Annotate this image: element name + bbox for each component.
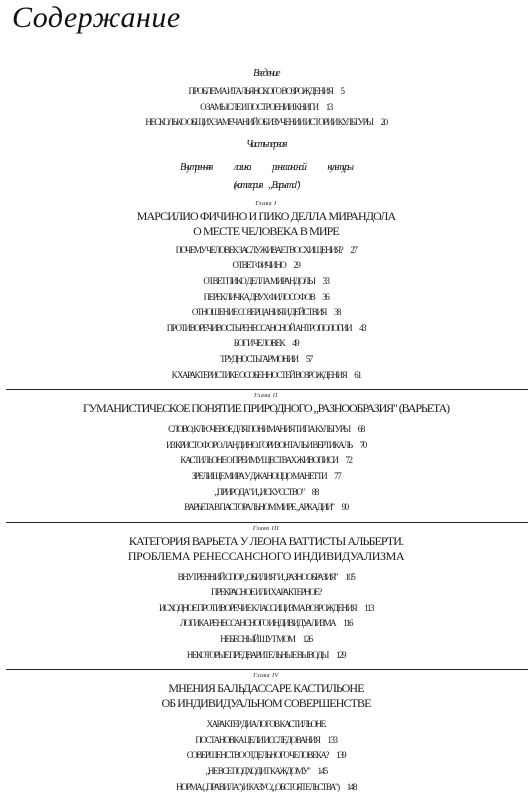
- chapter-title-line: О МЕСТЕ ЧЕЛОВЕКА В МИРЕ: [193, 223, 339, 238]
- entry-page: 5: [340, 86, 344, 96]
- toc-entry: [0, 100, 532, 116]
- part-subtitle-line-1: Внутренняя логика ренессансной культуры: [179, 161, 353, 173]
- toc-entry: [0, 438, 532, 454]
- toc-entry: [0, 115, 532, 131]
- entry-page: 105: [345, 571, 355, 582]
- part-one-heading-block: [0, 137, 532, 195]
- entry-title: ПРОТИВОРЕЧИВОСТЬ РЕНЕССАНСНОЙ АНТРОПОЛОГИИ: [166, 322, 352, 333]
- entry-page: 133: [327, 734, 337, 745]
- toc-entry: [0, 321, 532, 337]
- entry-page: 36: [322, 291, 329, 302]
- entry-title: ПЕРЕКЛИЧКА ДВУХ ФИЛОСОФОВ: [203, 291, 315, 302]
- toc-entry: [0, 733, 532, 749]
- entry-title: БОГ И ЧЕЛОВЕК: [233, 338, 285, 349]
- entry-title: ТРУДНОСТЬ ГАРМОНИИ: [220, 353, 298, 364]
- toc-entry: [0, 84, 532, 100]
- chapter-title-line: ГУМАНИСТИЧЕСКОЕ ПОНЯТИЕ ПРИРОДНОГО „РАЗНООБРАЗИЯ" (ВАРЬЕТА): [82, 401, 450, 416]
- chapter-4: [0, 671, 532, 795]
- chapter-title-line: МАРСИЛИО ФИЧИНО И ПИКО ДЕЛЛА МИРАНДОЛА: [136, 208, 396, 223]
- entry-title: ИЗ КРИСТОФОРО ЛАНДИНО. ГОРИЗОНТАЛЬ И ВЕРТИКАЛЬ: [166, 439, 352, 450]
- toc-entry: [0, 352, 532, 368]
- entry-page: 33: [322, 275, 329, 286]
- toc-entry: [0, 485, 532, 501]
- toc-entry: [0, 601, 532, 617]
- toc-entry: [0, 368, 532, 384]
- entry-page: 29: [293, 260, 300, 271]
- entry-title: „НЕ ВСЕ ПОДХОДИТ КАЖДОМУ": [205, 766, 310, 777]
- entry-page: 49: [292, 338, 299, 349]
- entry-title: ОТВЕТ ПИКО ДЕЛЛА МИРАНДОЛЫ: [203, 275, 315, 286]
- toc-entry: [0, 648, 532, 664]
- entry-title: НЕСКОЛЬКО ОБЩИХ ЗАМЕЧАНИЙ ОБ ИЗУЧЕНИИ ИСТОРИИ КУЛЬТУРЫ: [145, 117, 373, 128]
- toc-body: [0, 66, 532, 795]
- toc-entry: [0, 780, 532, 796]
- entry-page: 57: [305, 353, 312, 364]
- entry-title: НОРМА („ПРАВИЛА") И КАЗУС („ОБСТОЯТЕЛЬСТВА"): [176, 781, 339, 792]
- entry-title: ЗРЕЛИЩЕ МИРА У ДЖАНОЦЦО МАНЕТТИ: [191, 470, 327, 481]
- toc-entry: [0, 570, 532, 586]
- entry-page: 116: [343, 618, 353, 629]
- entry-page: 43: [359, 322, 366, 333]
- entry-title: ЛОГИКА РЕНЕССАНСНОГО ИНДИВИДУАЛИЗМА: [179, 618, 336, 629]
- chapter-divider: [6, 522, 528, 523]
- toc-entry: [0, 290, 532, 306]
- chapter-label: Глава I: [255, 200, 277, 207]
- part-subtitle-line-2: (категория „Варьета"): [233, 179, 299, 191]
- chapter-divider: [6, 389, 528, 390]
- entry-page: 129: [335, 649, 346, 660]
- toc-entry: [0, 717, 532, 733]
- entry-title: ОТВЕТ ФИЧИНО: [232, 260, 286, 271]
- entry-page: 90: [341, 502, 348, 513]
- entry-page: 77: [334, 470, 341, 481]
- entry-title: ХАРАКТЕР ДИАЛОГОВ КАСТИЛЬОНЕ.: [206, 719, 326, 730]
- entry-title: КАСТИЛЬОНЕ О ПРЕИМУЩЕСТВАХ ЖИВОПИСИ: [180, 455, 338, 466]
- entry-page: 61: [354, 369, 361, 380]
- chapter-label: Глава III: [252, 525, 280, 532]
- intro-heading: Введение: [253, 68, 279, 79]
- entry-page: 20: [380, 117, 387, 128]
- entry-page: 13: [325, 101, 332, 112]
- toc-entry: [0, 500, 532, 516]
- entry-page: 139: [336, 750, 346, 761]
- entry-title: К ХАРАКТЕРИСТИКЕ ОСОБЕННОСТЕЙ ВОЗРОЖДЕНИЯ: [171, 369, 347, 380]
- chapter-title-line: МНЕНИЯ БАЛЬДАССАРЕ КАСТИЛЬОНЕ: [168, 681, 364, 696]
- toc-entry: [0, 422, 532, 438]
- chapter-3: [0, 524, 532, 664]
- entry-page: 88: [311, 486, 318, 497]
- entry-page: 113: [364, 602, 374, 613]
- entry-title: НЕБЕСНЫЙ ШУТ МОМ: [220, 634, 295, 645]
- toc-entry: [0, 305, 532, 321]
- entry-title: СОВЕРШЕНСТВО ОТДЕЛЬНОГО ЧЕЛОВЕКА?: [186, 750, 329, 761]
- chapter-title-line: ОБ ИНДИВИДУАЛЬНОМ СОВЕРШЕНСТВЕ: [161, 696, 371, 711]
- entry-title: ВНУТРЕННИЙ СПОР „ОБИЛИЯ" И „РАЗНООБРАЗИЯ": [177, 571, 338, 582]
- toc-entry: [0, 469, 532, 485]
- toc-entry: [0, 616, 532, 632]
- toc-entry: [0, 274, 532, 290]
- entry-page: 27: [350, 244, 357, 255]
- toc-entry: [0, 258, 532, 274]
- toc-entry: [0, 632, 532, 648]
- entry-title: СЛОВО, КЛЮЧЕВОЕ ДЛЯ ПОНИМАНИЯ ТИПА КУЛЬТУРЫ: [168, 424, 350, 435]
- toc-entry: [0, 764, 532, 780]
- chapter-divider: [6, 669, 528, 670]
- toc-entry: [0, 243, 532, 259]
- entry-page: 126: [302, 634, 312, 645]
- toc-entry: [0, 336, 532, 352]
- chapter-label: Глава II: [254, 393, 278, 400]
- entry-title: О ЗАМЫСЛЕ И ПОСТРОЕНИИ КНИГИ: [200, 101, 318, 112]
- chapter-label: Глава IV: [253, 673, 279, 680]
- chapter-entries: [0, 422, 532, 516]
- intro-section: [0, 66, 532, 131]
- entry-title: ОТНОШЕНИЕ СОЗЕРЦАНИЯ И ДЕЙСТВИЯ: [191, 307, 326, 318]
- part-heading: Часть первая: [246, 138, 286, 150]
- entry-title: ПРЕКРАСНОЕ ИЛИ ХАРАКТЕРНОЕ?: [211, 587, 321, 598]
- chapter-title-line: КАТЕГОРИЯ ВАРЬЕТА У ЛЕОНА ВАТТИСТЫ АЛЬБЕРТИ.: [128, 533, 404, 548]
- chapter-entries: [0, 243, 532, 383]
- entry-title: ПРОБЛЕМА ИТАЛЬЯНСКОГО ВОЗРОЖДЕНИЯ: [188, 86, 333, 96]
- entry-title: ВАРЬЕТА В ПАСТОРАЛЬНОМ МИРЕ „АРКАДИИ": [184, 502, 334, 513]
- entry-page: 148: [346, 781, 356, 792]
- toc-entry: [0, 453, 532, 469]
- entry-title: НЕКОТОРЫЕ ПРЕДВАРИТЕЛЬНЫЕ ВЫВОДЫ: [186, 649, 328, 660]
- entry-title: „ПРИРОДА" И „ИСКУССТВО": [214, 486, 304, 497]
- chapter-entries: [0, 570, 532, 664]
- page-title: Содержание: [12, 1, 181, 34]
- toc-entry: [0, 585, 532, 601]
- entry-title: ПОЧЕМУ ЧЕЛОВЕК ЗАСЛУЖИВАЕТ ВОСХИЩЕНИЯ?: [175, 244, 343, 255]
- entry-page: 72: [345, 455, 352, 466]
- entry-title: ПОСТАНОВКА ЦЕЛИ ИССЛЕДОВАНИЯ: [195, 734, 320, 745]
- chapter-title-line: ПРОБЛЕМА РЕНЕССАНСНОГО ИНДИВИДУАЛИЗМА: [127, 548, 405, 563]
- chapter-entries: [0, 717, 532, 795]
- chapter-1: [0, 199, 532, 383]
- chapter-2: [0, 391, 532, 516]
- entry-page: 70: [359, 439, 366, 450]
- entry-page: 68: [357, 424, 364, 435]
- entry-title: ИСХОДНОЕ ПРОТИВОРЕЧИЕ КЛАССИЦИЗМА ВОЗРОЖДЕНИЯ: [158, 602, 357, 613]
- toc-entry: [0, 748, 532, 764]
- entry-page: 145: [317, 766, 327, 777]
- entry-page: 38: [333, 307, 341, 318]
